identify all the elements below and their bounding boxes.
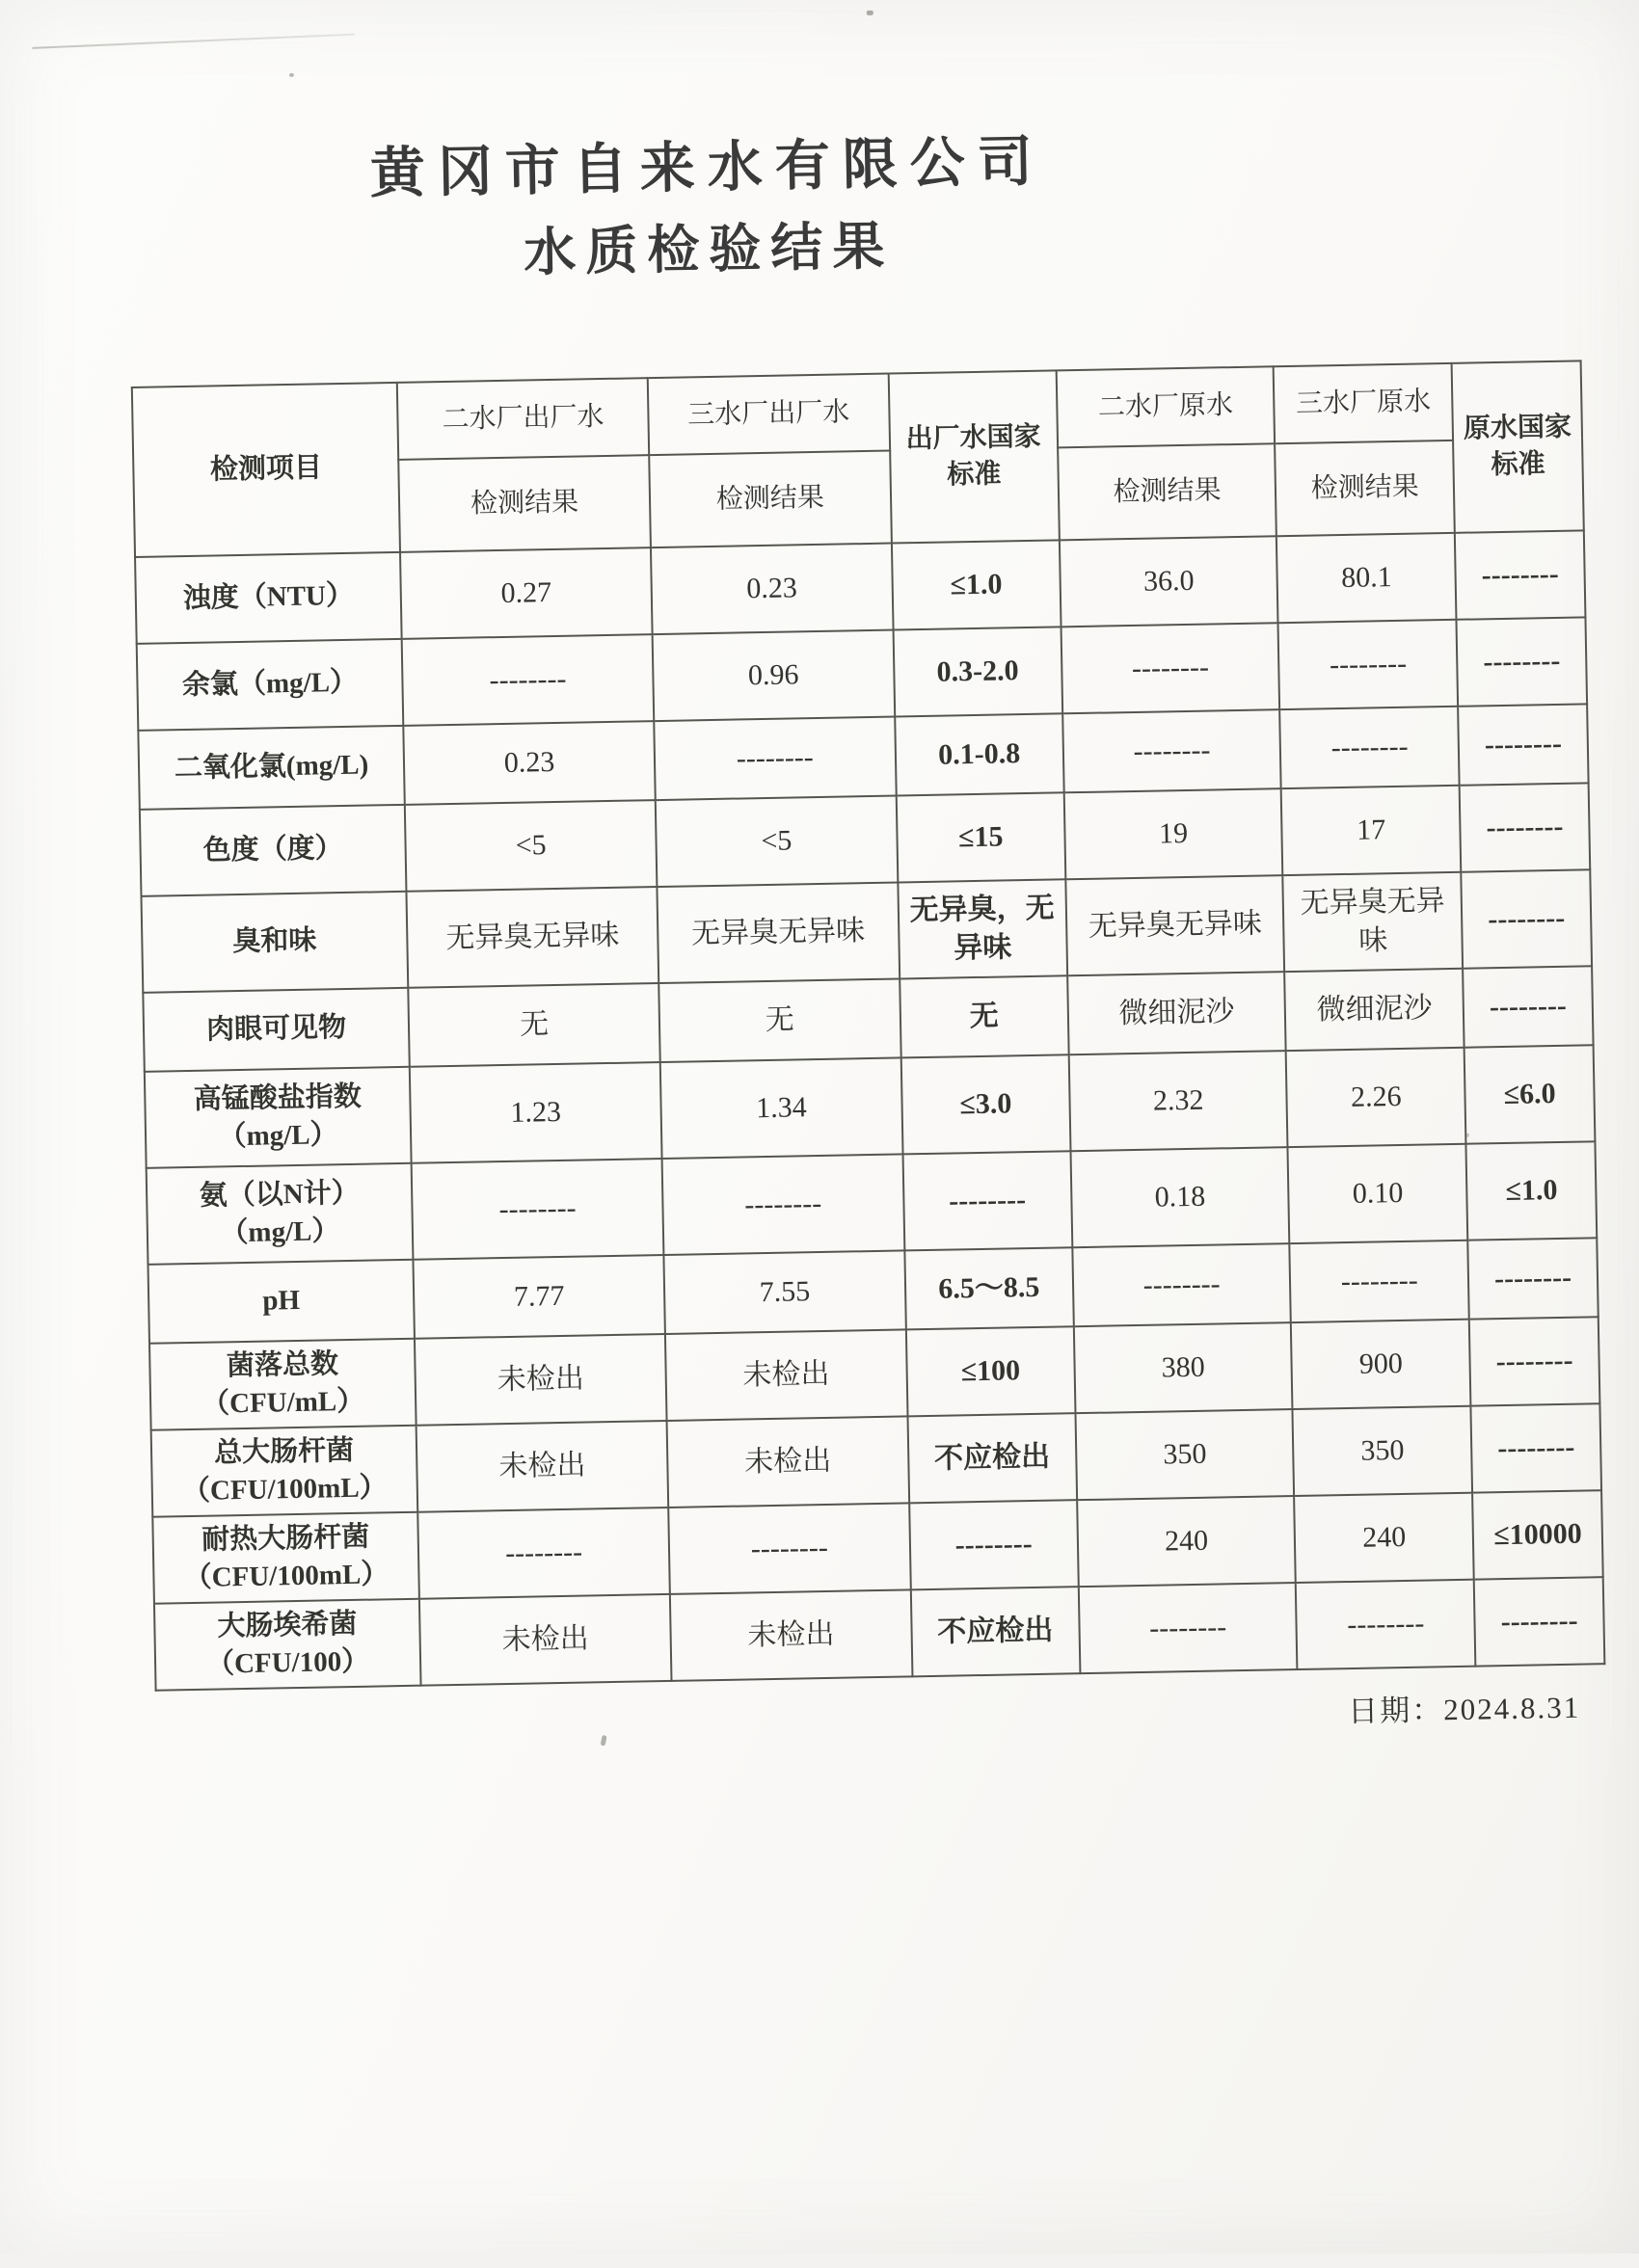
standard-cell: -------- xyxy=(1458,704,1588,785)
standard-cell: -------- xyxy=(1457,617,1587,706)
result-cell: 未检出 xyxy=(670,1589,912,1681)
page-subtitle: 水质检验结果 xyxy=(523,217,895,282)
result-cell: 微细泥沙 xyxy=(1284,969,1464,1051)
standard-cell: 无异臭，无异味 xyxy=(898,879,1067,978)
header-result-2: 检测结果 xyxy=(649,451,891,548)
header-out-standard: 出厂水国家标准 xyxy=(888,370,1060,543)
header-result-4: 检测结果 xyxy=(1275,440,1455,536)
item-cell: 大肠埃希菌 （CFU/100） xyxy=(154,1599,421,1691)
item-cell: 浊度（NTU） xyxy=(135,552,402,644)
result-cell: 未检出 xyxy=(415,1334,667,1426)
standard-cell: ≤100 xyxy=(905,1326,1075,1416)
item-cell: 二氧化氯(mg/L) xyxy=(138,726,405,810)
result-cell: -------- xyxy=(1079,1583,1298,1673)
result-cell: -------- xyxy=(417,1508,670,1599)
result-cell: 19 xyxy=(1064,788,1283,879)
standard-cell: -------- xyxy=(909,1500,1079,1589)
result-cell: 0.23 xyxy=(651,544,893,635)
standard-cell: -------- xyxy=(1461,869,1592,968)
header-plant3-out: 三水厂出厂水 xyxy=(648,374,890,456)
result-cell: 17 xyxy=(1281,786,1461,875)
standard-cell: ≤15 xyxy=(896,792,1065,882)
result-cell: 未检出 xyxy=(667,1416,909,1508)
result-cell: -------- xyxy=(1279,707,1459,788)
scan-artifact-line xyxy=(32,34,355,49)
result-cell: 80.1 xyxy=(1276,533,1456,623)
result-cell: <5 xyxy=(405,800,658,892)
result-cell: 0.23 xyxy=(403,721,655,805)
result-cell: -------- xyxy=(412,1159,664,1260)
standard-cell: ≤3.0 xyxy=(900,1054,1070,1154)
item-cell: 氨（以N计） （mg/L） xyxy=(147,1163,414,1265)
result-cell: -------- xyxy=(662,1154,904,1255)
result-cell: 微细泥沙 xyxy=(1067,972,1286,1054)
result-cell: 240 xyxy=(1294,1493,1473,1583)
result-cell: -------- xyxy=(1062,709,1281,792)
standard-cell: ≤1.0 xyxy=(891,540,1061,629)
result-cell: 7.77 xyxy=(413,1255,664,1339)
result-cell: 380 xyxy=(1074,1322,1293,1413)
standard-cell: 不应检出 xyxy=(910,1587,1080,1676)
standard-cell: -------- xyxy=(1460,783,1590,871)
scan-speck xyxy=(867,11,873,15)
result-cell: 1.34 xyxy=(660,1057,902,1159)
result-cell: 36.0 xyxy=(1060,536,1278,627)
result-cell: 未检出 xyxy=(665,1329,907,1421)
result-cell: 7.55 xyxy=(663,1250,905,1334)
item-cell: 色度（度） xyxy=(140,805,407,896)
item-cell: pH xyxy=(148,1260,415,1344)
standard-cell: -------- xyxy=(1463,966,1593,1047)
header-item: 检测项目 xyxy=(132,383,400,557)
standard-cell: ≤1.0 xyxy=(1466,1141,1598,1240)
result-cell: 240 xyxy=(1077,1496,1296,1587)
standard-cell: ≤6.0 xyxy=(1464,1045,1596,1143)
result-cell: 无异臭无异味 xyxy=(657,882,899,983)
item-cell: 臭和味 xyxy=(141,892,408,993)
standard-cell: 0.1-0.8 xyxy=(895,713,1064,795)
result-cell: -------- xyxy=(1296,1580,1475,1669)
header-plant3-raw: 三水厂原水 xyxy=(1274,363,1453,443)
result-cell: 2.26 xyxy=(1286,1048,1466,1147)
standard-cell: -------- xyxy=(1474,1577,1604,1666)
result-cell: 0.10 xyxy=(1288,1144,1468,1243)
scan-speck xyxy=(601,1735,607,1747)
standard-cell: 6.5～8.5 xyxy=(904,1247,1074,1329)
header-plant2-raw: 二水厂原水 xyxy=(1057,366,1276,447)
result-cell: -------- xyxy=(1061,623,1279,713)
item-cell: 菌落总数 （CFU/mL） xyxy=(149,1339,416,1430)
standard-cell: -------- xyxy=(1455,530,1585,619)
result-cell: -------- xyxy=(668,1503,910,1594)
standard-cell: -------- xyxy=(1469,1317,1599,1405)
header-result-1: 检测结果 xyxy=(398,455,651,552)
result-cell: <5 xyxy=(656,796,898,888)
result-cell: 无 xyxy=(408,983,659,1067)
result-cell: -------- xyxy=(654,717,896,801)
standard-cell: -------- xyxy=(902,1151,1072,1250)
result-cell: -------- xyxy=(1278,620,1458,709)
result-cell: 2.32 xyxy=(1069,1051,1288,1151)
standard-cell: -------- xyxy=(1471,1403,1601,1492)
result-cell: 未检出 xyxy=(419,1594,672,1686)
date-label: 日期：2024.8.31 xyxy=(1347,1690,1581,1729)
result-cell: 350 xyxy=(1293,1406,1472,1496)
result-cell: -------- xyxy=(1290,1241,1469,1322)
result-cell: 无异臭无异味 xyxy=(1283,872,1464,972)
page-title: 黄冈市自来水有限公司 xyxy=(369,130,1046,205)
standard-cell: 不应检出 xyxy=(907,1413,1077,1503)
scan-speck xyxy=(289,73,294,77)
result-cell: 无异臭无异味 xyxy=(1065,875,1284,975)
result-cell: 0.18 xyxy=(1070,1147,1289,1247)
standard-cell: 0.3-2.0 xyxy=(893,627,1062,716)
header-raw-standard: 原水国家标准 xyxy=(1452,360,1584,532)
result-cell: 0.96 xyxy=(653,630,895,722)
header-plant2-out: 二水厂出厂水 xyxy=(397,378,649,460)
result-cell: 无 xyxy=(658,978,900,1062)
item-cell: 总大肠杆菌 （CFU/100mL） xyxy=(151,1426,418,1517)
standard-cell: 无 xyxy=(900,975,1069,1057)
standard-cell: ≤10000 xyxy=(1472,1490,1602,1579)
title-block xyxy=(90,112,1327,293)
result-cell: 无异臭无异味 xyxy=(406,887,658,988)
result-cell: -------- xyxy=(1072,1243,1291,1326)
result-cell: 未检出 xyxy=(416,1421,669,1512)
item-cell: 余氯（mg/L） xyxy=(137,639,404,731)
result-cell: 900 xyxy=(1291,1320,1470,1409)
item-cell: 耐热大肠杆菌 （CFU/100mL） xyxy=(152,1512,419,1604)
result-cell: 1.23 xyxy=(410,1062,662,1163)
result-cell: 0.27 xyxy=(400,547,653,639)
results-table xyxy=(131,360,1606,1691)
result-cell: 350 xyxy=(1075,1409,1294,1500)
item-cell: 高锰酸盐指数 （mg/L） xyxy=(145,1067,412,1168)
result-cell: -------- xyxy=(402,634,655,726)
standard-cell: -------- xyxy=(1467,1238,1598,1319)
item-cell: 肉眼可见物 xyxy=(143,988,410,1072)
header-result-3: 检测结果 xyxy=(1058,443,1276,540)
